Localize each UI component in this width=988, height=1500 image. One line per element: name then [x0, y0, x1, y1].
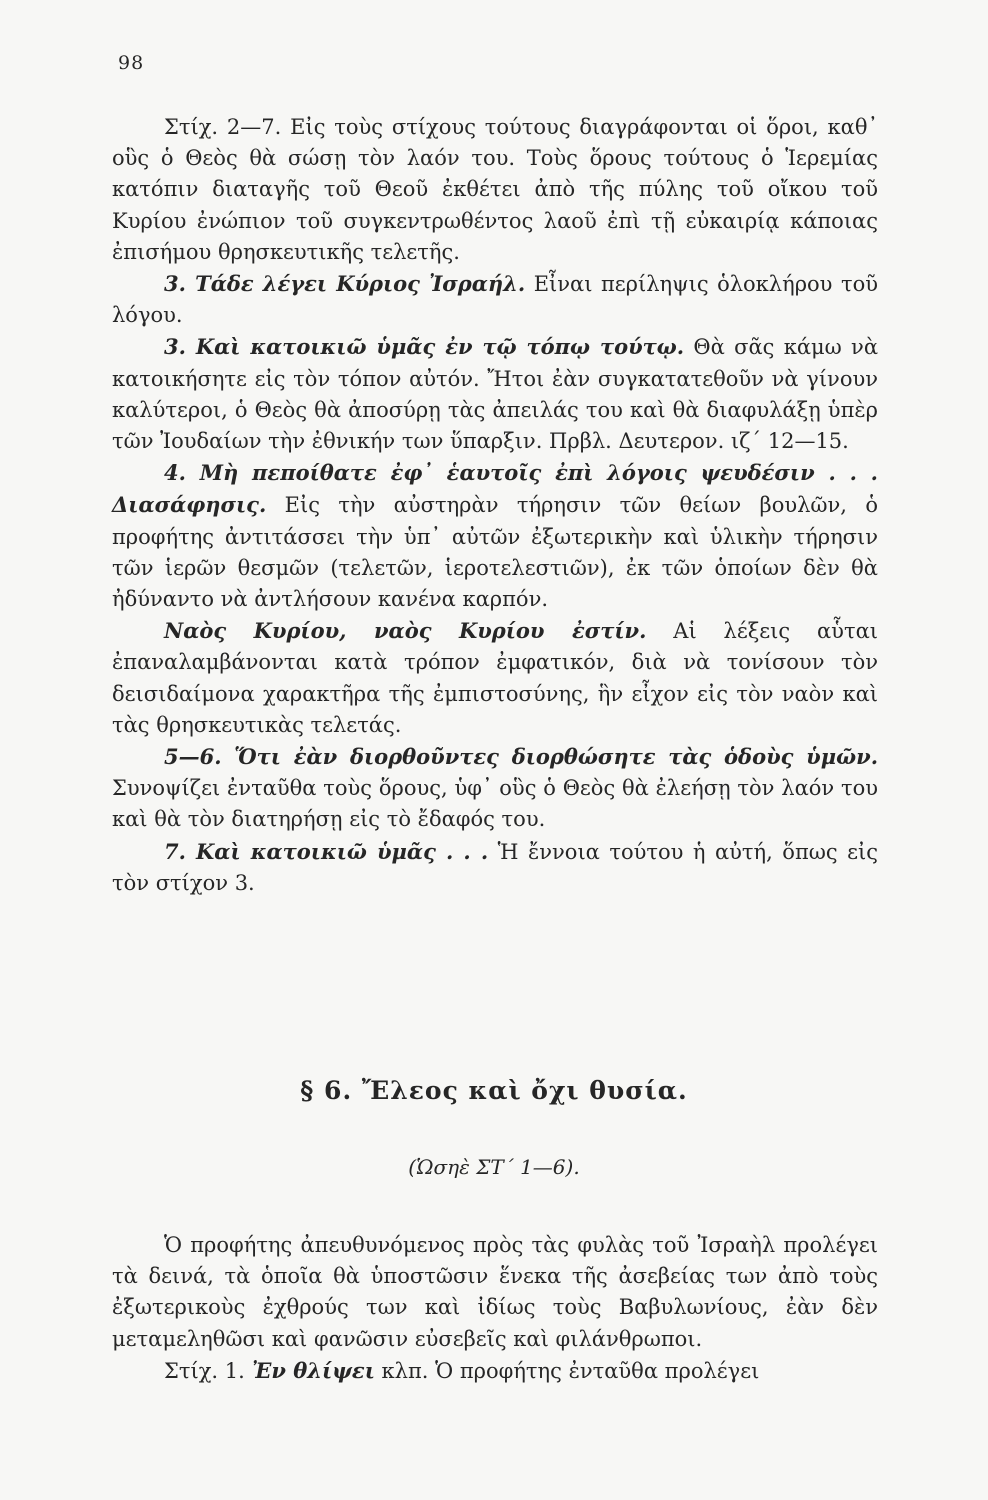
paragraph-5-text: Αἱ λέξεις αὗται ἐπαναλαμβάνονται κατὰ τρόπον ἐμφατικόν, διὰ νὰ τονίσουν τὸν δεισιδαίμονα χαρακτῆρα τῆς ἐμπιστοσύνης, ἣν εἶχον εἰς τὸν ναὸν καὶ τὰς θρησκευτικὰς τελετάς.: [112, 619, 878, 737]
paragraph-3-lemma: 3. Καὶ κατοικιῶ ὑμᾶς ἐν τῷ τόπῳ τούτῳ.: [164, 334, 685, 360]
paragraph-8-text: Ὁ προφήτης ἀπευθυνόμενος πρὸς τὰς φυλὰς τοῦ Ἰσραὴλ προλέγει τὰ δεινά, τὰ ὁποῖα θὰ ὑποστῶσιν ἕνεκα τῆς ἀσεβείας των ἀπὸ τοὺς ἐξωτερικοὺς ἐχθρούς των καὶ ἰδίως τοὺς Βαβυλωνίους, ἐὰν δὲν μεταμεληθῶσι καὶ φανῶσιν εὐσεβεῖς καὶ φιλάνθρωποι.: [112, 1233, 878, 1351]
paragraph-4: [112, 457, 878, 615]
paragraph-8: [112, 1230, 878, 1355]
paragraph-2-text: Εἶναι περίληψις ὁλοκλήρου τοῦ λόγου.: [112, 272, 878, 328]
paragraph-6: [112, 741, 878, 836]
paragraph-9-lemma: Ἐν θλίψει: [244, 1357, 375, 1383]
paragraph-6-text: Συνοψίζει ἐνταῦθα τοὺς ὅρους, ὑφ᾽ οὓς ὁ Θεὸς θὰ ἐλεήσῃ τὸν λαόν του καὶ θὰ τὸν διατηρήσῃ εἰς τὸ ἔδαφός του.: [112, 776, 878, 832]
paragraph-2: [112, 268, 878, 331]
paragraph-7-text: Ἡ ἔννοια τούτου ἡ αὐτή, ὅπως εἰς τὸν στίχον 3.: [112, 839, 878, 895]
paragraph-7: [112, 836, 878, 899]
paragraph-4-lemma: 4. Μὴ πεποίθατε ἐφ᾽ ἑαυτοῖς ἐπὶ λόγοις ψευδέσιν . . . Διασάφησις.: [112, 460, 878, 518]
paragraph-9: [112, 1355, 878, 1387]
paragraph-1-text: Στίχ. 2—7. Εἰς τοὺς στίχους τούτους διαγράφονται οἱ ὅροι, καθ᾽ οὓς ὁ Θεὸς θὰ σώσῃ τὸν λαόν του. Τοὺς ὅρους τούτους ὁ Ἱερεμίας κατόπιν διαταγῆς τοῦ Θεοῦ ἐκθέτει ἀπὸ τῆς πύλης τοῦ οἴκου τοῦ Κυρίου ἐνώπιον τοῦ συγκεντρωθέντος λαοῦ ἐπὶ τῇ εὐκαιρίᾳ κάποιας ἐπισήμου θρησκευτικῆς τελετῆς.: [112, 115, 878, 264]
paragraph-9-lead: Στίχ. 1.: [164, 1358, 245, 1383]
paragraph-7-lemma: 7. Καὶ κατοικιῶ ὑμᾶς . . .: [164, 838, 489, 864]
paragraph-5: [112, 615, 878, 741]
paragraph-5-lemma: Ναὸς Κυρίου, ναὸς Κυρίου ἐστίν.: [164, 618, 647, 644]
section-reference: (Ὡσηὲ ΣΤ´ 1—6).: [408, 1155, 580, 1179]
paragraph-1: [112, 112, 878, 268]
section-heading: § 6. Ἔλεος καὶ ὄχι θυσία.: [300, 1076, 688, 1105]
paragraph-3-text: Θὰ σᾶς κάμω νὰ κατοικήσητε εἰς τὸν τόπον αὐτόν. Ἤτοι ἐὰν συγκατατεθοῦν νὰ γίνουν καλύτεροι, ὁ Θεὸς θὰ ἀποσύρῃ τὰς ἀπειλάς του καὶ θὰ διαφυλάξῃ ὑπὲρ τῶν Ἰουδαίων τὴν ἐθνικήν των ὕπαρξιν. Πρβλ. Δευτερον. ιζ´ 12—15.: [112, 335, 879, 454]
page-number: 98: [118, 52, 145, 74]
paragraph-4-text: Εἰς τὴν αὐστηρὰν τήρησιν τῶν θείων βουλῶν, ὁ προφήτης ἀντιτάσσει τὴν ὑπ᾽ αὐτῶν ἐξωτερικὴν καὶ ὑλικὴν τήρησιν τῶν ἱερῶν θεσμῶν (τελετῶν, ἱεροτελεστιῶν), ἐκ τῶν ὁποίων δὲν θὰ ἠδύναντο νὰ ἀντλήσουν κανένα καρπόν.: [112, 493, 878, 612]
paragraph-9-text: κλπ. Ὁ προφήτης ἐνταῦθα προλέγει: [374, 1358, 760, 1383]
body-text-bottom: [112, 1230, 878, 1387]
body-text-top: [112, 112, 878, 899]
paragraph-6-lemma: 5—6. Ὅτι ἐὰν διορθοῦντες διορθώσητε τὰς ὁδοὺς ὑμῶν.: [164, 744, 878, 770]
paragraph-3: [112, 331, 878, 457]
paragraph-2-lemma: 3. Τάδε λέγει Κύριος Ἰσραήλ.: [164, 271, 526, 297]
